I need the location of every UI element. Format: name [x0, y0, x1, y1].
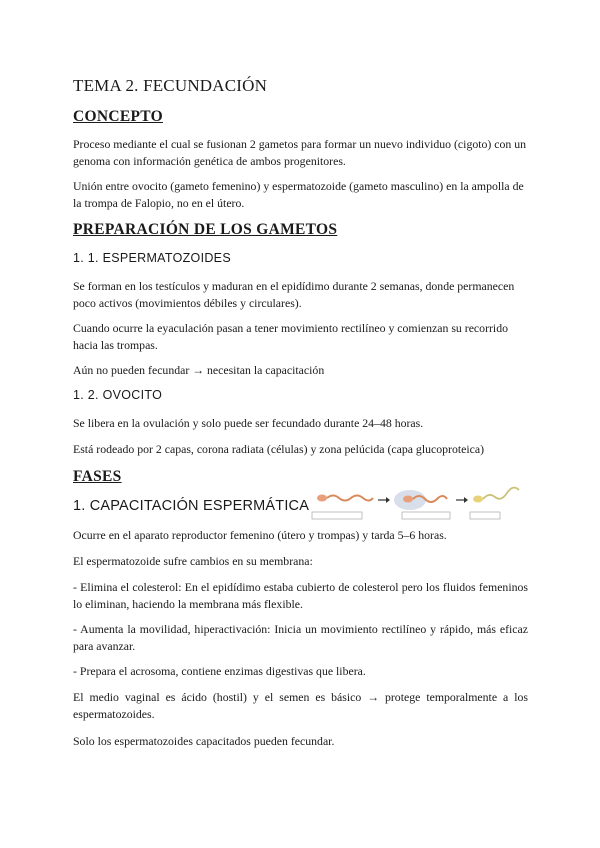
bullet-item: - Aumenta la movilidad, hiperactivación: Inicia un movimiento rectilíneo y rápido, más eficaz para avanzar.: [73, 622, 528, 653]
paragraph: Está rodeado por 2 capas, corona radiata (células) y zona pelúcida (capa glucoproteica): [73, 442, 485, 456]
bullet-item: - Elimina el colesterol: En el epidídimo estaba cubierto de colesterol pero los fluidos femeninos lo eliminan, haciendo la membrana más flexible.: [73, 580, 528, 611]
page-title: TEMA 2. FECUNDACIÓN: [73, 76, 268, 95]
heading-fases: FASES: [73, 468, 122, 485]
sperm-stage-1-icon: [312, 495, 373, 520]
paragraph: Aún no pueden fecundar → necesitan la capacitación: [73, 363, 325, 377]
sperm-capacitation-diagram-icon: [310, 486, 528, 522]
heading-concepto: CONCEPTO: [73, 108, 163, 125]
paragraph: Proceso mediante el cual se fusionan 2 gametos para formar un nuevo individuo (cigoto) con un genoma con información genética de ambos progenitores.: [73, 137, 527, 168]
subheading-espermatozoides: 1. 1. ESPERMATOZOIDES: [73, 251, 231, 265]
paragraph: El medio vaginal es ácido (hostil) y el semen es básico → protege temporalmente a los espermatozoides.: [73, 690, 528, 721]
subheading-ovocito: 1. 2. OVOCITO: [73, 388, 163, 402]
sperm-stage-3-icon: [470, 488, 519, 519]
sperm-stage-2-icon: [394, 490, 450, 519]
heading-preparacion: PREPARACIÓN DE LOS GAMETOS: [73, 221, 338, 238]
paragraph: Se libera en la ovulación y solo puede ser fecundado durante 24–48 horas.: [73, 416, 424, 430]
subheading-capacitacion: 1. CAPACITACIÓN ESPERMÁTICA: [73, 498, 310, 514]
paragraph: El espermatozoide sufre cambios en su membrana:: [73, 554, 313, 568]
paragraph: Cuando ocurre la eyaculación pasan a tener movimiento rectilíneo y comienzan su recorrido hacia las trompas.: [73, 321, 508, 352]
bullet-item: - Prepara el acrosoma, contiene enzimas digestivas que libera.: [73, 664, 366, 678]
paragraph: Unión entre ovocito (gameto femenino) y espermatozoide (gameto masculino) en la ampolla de la trompa de Falopio, no en el útero.: [73, 179, 524, 210]
paragraph: Ocurre en el aparato reproductor femenino (útero y trompas) y tarda 5–6 horas.: [73, 528, 447, 542]
paragraph: Solo los espermatozoides capacitados pueden fecundar.: [73, 734, 335, 748]
paragraph: Se forman en los testículos y maduran en el epidídimo durante 2 semanas, donde permanecen poco activos (movimientos débiles y circulares).: [73, 279, 515, 310]
